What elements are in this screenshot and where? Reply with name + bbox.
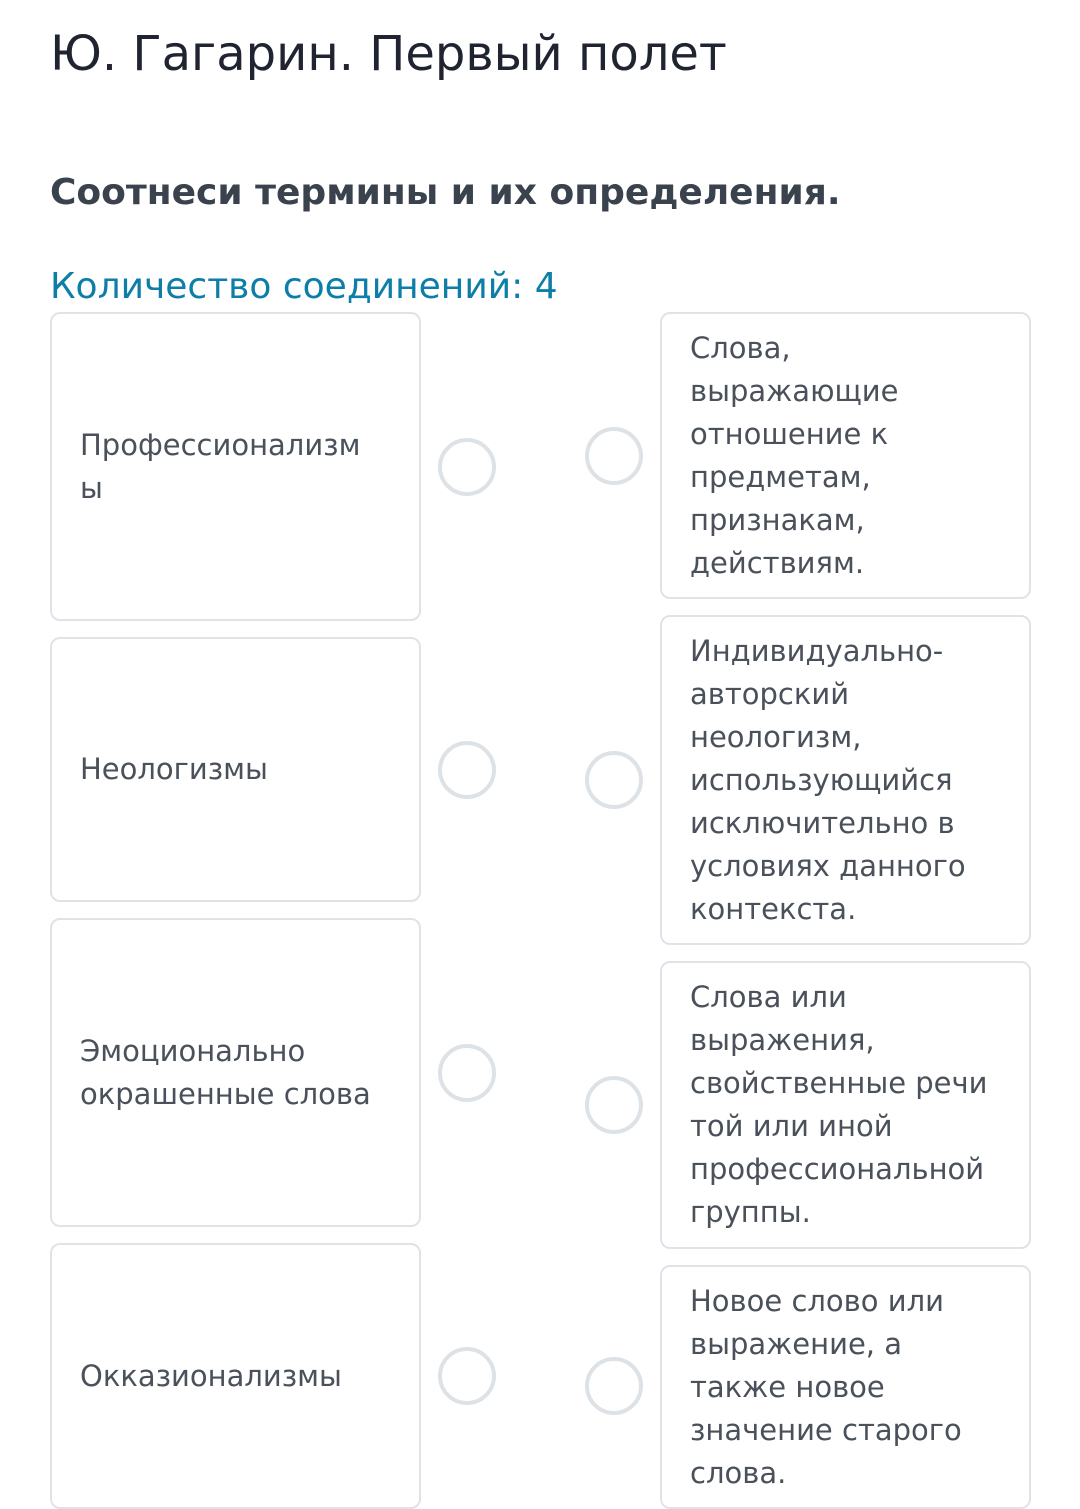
- connections-count: Количество соединений: 4: [50, 266, 558, 307]
- term-label: Эмоционально окрашенные слова: [80, 1033, 371, 1111]
- task-instruction: Соотнеси термины и их определения.: [50, 172, 841, 213]
- definition-connector-handle-4[interactable]: [585, 1357, 643, 1415]
- definition-card-1[interactable]: [660, 312, 1031, 599]
- definition-text: Слова или выражения, свойственные речи той или иной профессиональной группы.: [690, 980, 988, 1229]
- definition-text: Индивидуально-авторский неологизм, использующийся исключительно в условиях данного контекста.: [690, 633, 966, 926]
- definition-connector-handle-2[interactable]: [585, 751, 643, 809]
- term-card-occasionalisms[interactable]: [50, 1243, 421, 1509]
- term-card-professionalisms[interactable]: [50, 312, 421, 621]
- term-connector-handle-4[interactable]: [438, 1347, 496, 1405]
- term-connector-handle-2[interactable]: [438, 741, 496, 799]
- term-card-emotional-words[interactable]: [50, 918, 421, 1227]
- definition-connector-handle-3[interactable]: [585, 1076, 643, 1134]
- term-connector-handle-1[interactable]: [438, 438, 496, 496]
- term-label: Профессионализм ы: [80, 427, 361, 505]
- page-title: Ю. Гагарин. Первый полет: [50, 26, 727, 82]
- definition-text: Новое слово или выражение, а также новое значение старого слова.: [690, 1283, 962, 1490]
- term-connector-handle-3[interactable]: [438, 1044, 496, 1102]
- term-label: Окказионализмы: [80, 1358, 342, 1393]
- term-card-neologisms[interactable]: [50, 637, 421, 902]
- definition-text: Слова, выражающие отношение к предметам, признакам, действиям.: [690, 330, 899, 580]
- term-label: Неологизмы: [80, 752, 268, 786]
- definition-card-2[interactable]: [660, 615, 1031, 945]
- definition-card-4[interactable]: [660, 1265, 1031, 1509]
- definition-card-3[interactable]: [660, 961, 1031, 1249]
- definition-connector-handle-1[interactable]: [585, 427, 643, 485]
